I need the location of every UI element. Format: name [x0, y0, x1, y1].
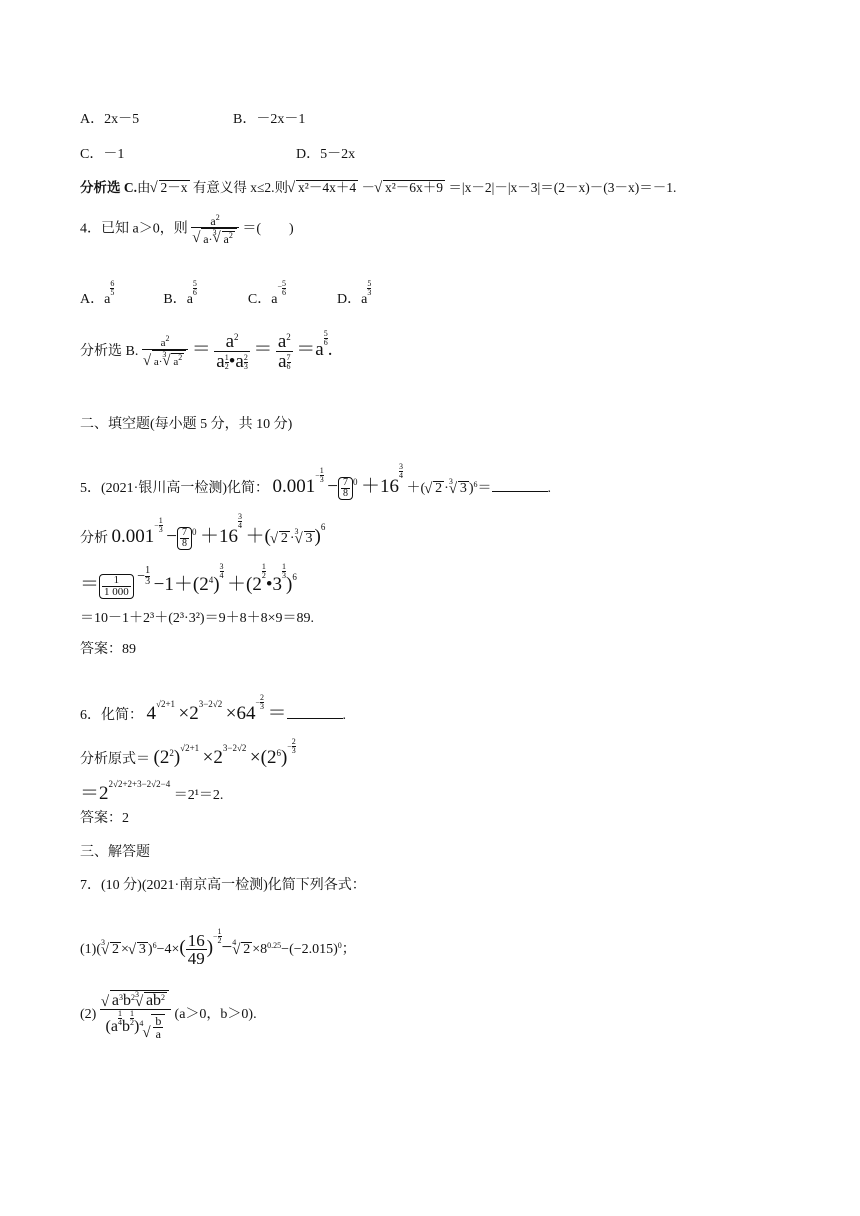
q3-option-d: D．5－2x [296, 147, 356, 162]
analysis-label: 分析选 C. [80, 180, 137, 195]
q4-analysis: 分析选 B. $a^2$ √ a·$^3$√ $a^2$ ＝ $a^2$ a $\frac{1}{2}$ •a $\frac{2}{3}$ ＝ $a^2$ a $\frac{7}{6}$ ＝a $\frac{5}{6}$ . [80, 330, 332, 371]
text: ＝|x－2|－|x－3|＝(2－x)－(3－x)＝－1. [448, 180, 677, 195]
q4-stem [80, 214, 294, 245]
section-3-heading: 三、解答题 [80, 845, 150, 860]
fraction: $a^2$ √ a·$^3$√ $a^2$ [142, 335, 188, 368]
analysis-label: 分析 [80, 531, 108, 546]
text: ＝( ) [242, 221, 294, 237]
answer-blank [492, 491, 548, 492]
text: 有意义得 x≤2.则 [192, 180, 289, 195]
q7-part1: (1)($^3$√ 2 ×√ 3 )$^6$−4×( $\frac{16}{49}$ )− $\frac{1}{2}$ −$^4$√ $2 \times 8^{0.25}-(-2.015)^0$； [80, 928, 356, 967]
q5-stem: 5．(2021·银川高一检测)化简： 0.001− $\frac{1}{3}$ − $\frac{7}{8}$ $^0$ ＋16 $\frac{3}{4}$ ＋(√ 2 ·$^3$√ 3 )$^6$＝ . [80, 463, 551, 500]
section-2-heading: 二、填空题(每小题 5 分，共 10 分) [80, 417, 293, 432]
q3-option-b: B．－2x－1 [233, 112, 306, 127]
q3-option-a: A．2x－5 [80, 112, 140, 127]
q5-answer: 答案：89 [80, 642, 136, 657]
q3-option-c: C．－1 [80, 147, 125, 162]
option-d-label: D． [336, 292, 362, 307]
q6-answer: 答案：2 [80, 811, 129, 826]
option-a-label: A． [80, 292, 105, 307]
q5-analysis-3: ＝10－1＋2³＋(2³·3²)＝9＋8＋8×9＝89. [80, 611, 314, 626]
part-label: (2) [80, 1007, 97, 1023]
q7-part2 [80, 990, 257, 1040]
text: 4．已知 a＞0，则 [80, 221, 188, 237]
fraction: $a^2$ a $\frac{1}{2}$ •a $\frac{2}{3}$ [216, 331, 248, 373]
radicand: 2－x [160, 180, 188, 195]
analysis-label: 分析原式＝ [80, 752, 150, 767]
radicand: x²－4x＋4 [298, 180, 357, 195]
text: 由 [137, 180, 151, 195]
text: (a＞0，b＞0). [174, 1007, 257, 1023]
fraction: $a^2$ a $\frac{7}{6}$ [277, 331, 291, 373]
fraction: √ $a^3b^{23}√$ $ab^2$ (a $\frac{1}{4}$ b $\frac{1}{2}$ )$^4$ √ $\frac{b}{a}$ [100, 990, 171, 1040]
q6-analysis-2: $=2^{2√2+2+3-2√2-4} =2^1=2$. [80, 779, 224, 804]
text: 6．化简： [80, 708, 143, 723]
option-c-label: C． [247, 292, 272, 307]
q3-analysis [80, 180, 676, 195]
text: 5．(2021·银川高一检测)化简： [80, 481, 269, 496]
q7-stem: 7．(10 分)(2021·南京高一检测)化简下列各式： [80, 878, 366, 893]
part-label: (1) [80, 942, 97, 957]
analysis-label: 分析选 B. [80, 344, 139, 359]
text: ＝ [477, 481, 492, 496]
q6-analysis-1: 分析原式＝ $(2^2)^{√2+1} \times 2^{3-2√2} \times(2^6)^-$ $\frac{2}{3}$ [80, 737, 296, 768]
q5-analysis-2: ＝ $\frac{1}{1 000}$ − $\frac{1}{3}$ $-1+(2^4)$ $\frac{3}{4}$ ＋(2 $\frac{1}{2}$ •3 $\frac{1}{3}$ )$^6$ [80, 562, 297, 599]
answer-blank [287, 718, 343, 719]
radical [151, 180, 190, 195]
q5-analysis-1: 分析 0.001− $\frac{1}{3}$ − $\frac{7}{8}$ $^0$ ＋16 $\frac{3}{4}$ ＋(√ 2 ·$^3$√ 3 )$^6$ [80, 513, 325, 550]
minus: － [361, 180, 375, 195]
q6-stem: 6．化简： $4^{√2+1} \times 2^{3-2√2} \times 64^-$ $\frac{2}{3}$ ＝ . [80, 693, 346, 724]
radical [375, 180, 445, 195]
radicand: x²－6x＋9 [384, 180, 444, 195]
text: ＝2¹＝2. [173, 788, 224, 803]
option-b-label: B． [163, 292, 187, 307]
fraction: $a^2$ √ a·$^3$√ $a^2$ [191, 214, 239, 245]
radical [288, 180, 358, 195]
q4-options: A．a $\frac{6}{5}$ B．a $\frac{5}{6}$ C．a− $\frac{5}{6}$ D．a $\frac{5}{3}$ [80, 279, 372, 307]
